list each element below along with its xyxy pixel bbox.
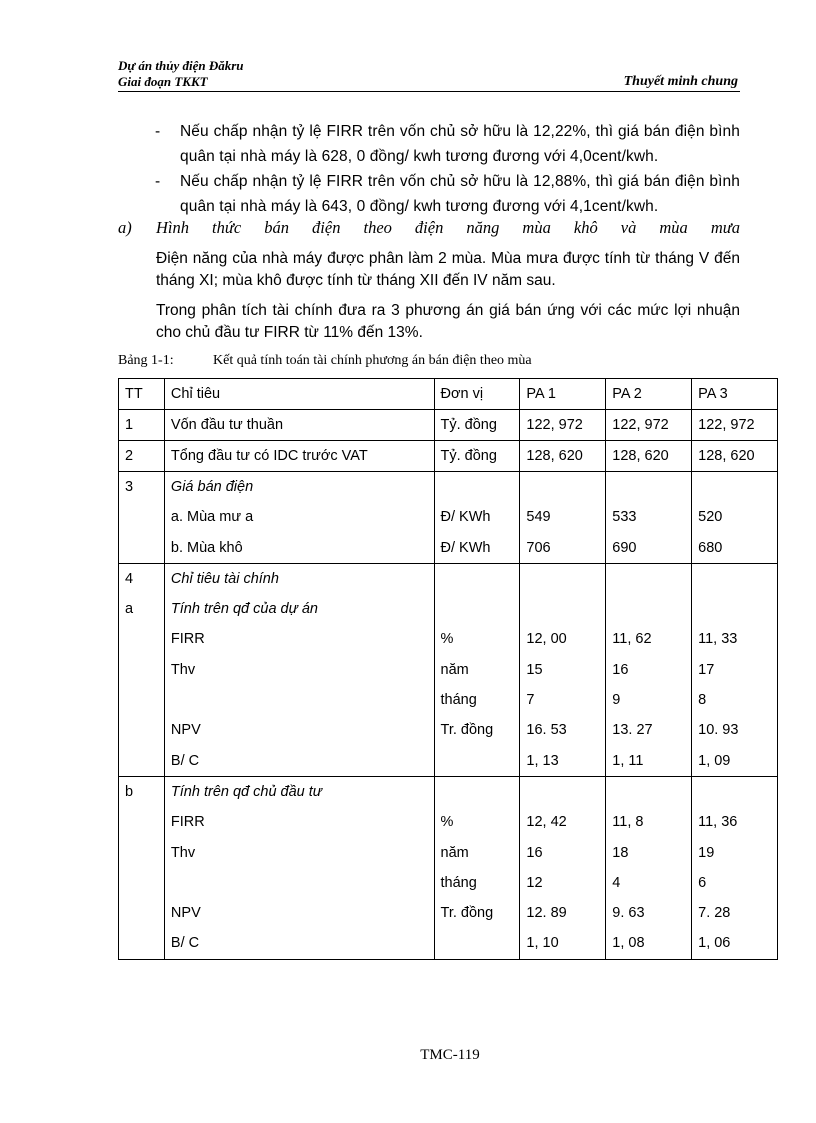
value: 11, 36 — [698, 814, 738, 831]
unit: năm — [440, 844, 469, 861]
table-cell: Tổng đầu tư có IDC trước VAT — [164, 441, 434, 472]
item-label: Thv — [170, 661, 196, 678]
value: 19 — [698, 844, 715, 861]
table-row-price — [119, 472, 778, 564]
value: 18 — [612, 844, 629, 861]
table-cell — [692, 563, 778, 776]
table-cell: Tỷ. đồng — [434, 410, 520, 441]
table-caption-text: Kết quả tính toán tài chính phương án bán điện theo mùa — [213, 353, 532, 368]
table-row — [119, 410, 778, 441]
value: 16. 53 — [526, 722, 567, 739]
unit: tháng — [440, 692, 477, 709]
group-title: Chỉ tiêu tài chính — [170, 570, 279, 587]
table-cell — [434, 563, 520, 776]
table-cell: 128, 620 — [520, 441, 606, 472]
table-cell — [119, 472, 165, 564]
unit: năm — [440, 661, 469, 678]
section-number: a) — [118, 218, 132, 237]
table-cell: 122, 972 — [606, 410, 692, 441]
header-cell: PA 2 — [606, 379, 692, 410]
table-cell — [119, 776, 165, 959]
table-cell: Tỷ. đồng — [434, 441, 520, 472]
value: 15 — [526, 661, 543, 678]
unit: % — [440, 814, 454, 831]
value: 1, 06 — [698, 935, 731, 952]
subgroup-title: Tính trên qđ chủ đầu tư — [170, 783, 322, 800]
bullet-list — [155, 119, 740, 219]
value: 11, 8 — [612, 814, 644, 831]
project-name: Dự án thủy điện Đăkru — [118, 58, 244, 73]
row-number: 3 — [125, 479, 134, 495]
table-cell — [606, 563, 692, 776]
table-cell — [520, 472, 606, 564]
row-number: 4 — [125, 570, 134, 587]
section-heading — [118, 216, 740, 240]
value: 12, 00 — [526, 631, 567, 648]
unit: % — [440, 631, 454, 648]
table-cell: Vốn đầu tư thuần — [164, 410, 434, 441]
item-label: NPV — [170, 905, 201, 922]
value: 7. 28 — [698, 905, 731, 922]
bullet-item — [155, 119, 740, 169]
item-label: NPV — [170, 722, 201, 739]
table-cell — [434, 776, 520, 959]
header-cell: PA 3 — [692, 379, 778, 410]
table-cell — [434, 472, 520, 564]
table-cell — [164, 472, 434, 564]
unit: tháng — [440, 874, 477, 891]
value: 9. 63 — [612, 905, 645, 922]
header-cell: TT — [119, 379, 165, 410]
bullet-text: Nếu chấp nhận tỷ lệ FIRR trên vốn chủ sở hữu là 12,88%, thì giá bán điện bình quân tại nhà máy là 643, 0 đồng/ kwh tương đương với 4,1cent/kwh. — [180, 173, 740, 215]
table-cell: 2 — [119, 441, 165, 472]
header-divider — [118, 91, 740, 92]
table-cell: 128, 620 — [692, 441, 778, 472]
value: 520 — [698, 509, 723, 526]
table-cell — [692, 776, 778, 959]
value: 16 — [612, 661, 629, 678]
value: 9 — [612, 692, 621, 709]
value: 1, 11 — [612, 752, 644, 769]
table-row-financial-project — [119, 563, 778, 776]
value: 1, 08 — [612, 935, 645, 952]
table-caption — [118, 353, 532, 369]
table-cell — [692, 472, 778, 564]
header-cell: PA 1 — [520, 379, 606, 410]
table-row-financial-investor — [119, 776, 778, 959]
value: 549 — [526, 509, 551, 526]
bullet-dash: - — [155, 123, 161, 140]
page-header — [118, 58, 738, 90]
item-label: FIRR — [170, 814, 205, 831]
table-cell: 128, 620 — [606, 441, 692, 472]
value: 533 — [612, 509, 637, 526]
unit: Đ/ KWh — [440, 539, 491, 556]
item-label: a. Mùa mư a — [170, 509, 254, 526]
table-cell — [520, 563, 606, 776]
value: 4 — [612, 874, 621, 891]
value: 13. 27 — [612, 722, 653, 739]
section-title: Hình thức bán điện theo điện năng mùa khô và mùa mưa — [156, 218, 740, 237]
table-cell — [164, 776, 434, 959]
value: 7 — [526, 692, 535, 709]
item-label: b. Mùa khô — [170, 539, 243, 556]
bullet-item — [155, 169, 740, 219]
item-label: B/ C — [170, 935, 200, 952]
subgroup-title: Tính trên qđ của dự án — [170, 601, 318, 618]
row-number: b — [125, 783, 134, 800]
value: 1, 13 — [526, 752, 559, 769]
unit: Tr. đồng — [440, 722, 494, 739]
value: 12, 42 — [526, 814, 567, 831]
item-label: FIRR — [170, 631, 205, 648]
value: 1, 09 — [698, 752, 731, 769]
value: 690 — [612, 539, 637, 556]
group-title: Giá bán điện — [170, 479, 254, 495]
page-number: TMC-119 — [420, 1047, 480, 1063]
value: 17 — [698, 661, 715, 678]
bullet-text: Nếu chấp nhận tỷ lệ FIRR trên vốn chủ sở hữu là 12,22%, thì giá bán điện bình quân tại nhà máy là 628, 0 đồng/ kwh tương đương với 4,0cent/kwh. — [180, 123, 740, 165]
value: 11, 33 — [698, 631, 738, 648]
table-cell: 122, 972 — [520, 410, 606, 441]
row-number: a — [125, 601, 134, 618]
financial-results-table — [118, 378, 778, 960]
phase-name: Giai đoạn TKKT — [118, 74, 208, 89]
value: 8 — [698, 692, 707, 709]
document-title: Thuyết minh chung — [623, 74, 738, 89]
value: 680 — [698, 539, 723, 556]
table-label: Bảng 1-1: — [118, 353, 174, 368]
table-cell: 122, 972 — [692, 410, 778, 441]
table-cell — [520, 776, 606, 959]
table-header-row — [119, 379, 778, 410]
unit: Tr. đồng — [440, 905, 494, 922]
value: 12 — [526, 874, 543, 891]
table-cell — [164, 563, 434, 776]
table-cell — [606, 472, 692, 564]
value: 706 — [526, 539, 551, 556]
header-cell: Đơn vị — [434, 379, 520, 410]
item-label: Thv — [170, 844, 196, 861]
unit: Đ/ KWh — [440, 509, 491, 526]
value: 6 — [698, 874, 707, 891]
table-cell — [606, 776, 692, 959]
table-row — [119, 441, 778, 472]
paragraph-options: Trong phân tích tài chính đưa ra 3 phương án giá bán ứng với các mức lợi nhuận cho chủ đầu tư FIRR từ 11% đến 13%. — [156, 302, 740, 341]
value: 12. 89 — [526, 905, 567, 922]
value: 1, 10 — [526, 935, 559, 952]
item-label: B/ C — [170, 752, 200, 769]
table-cell: 1 — [119, 410, 165, 441]
table-cell — [119, 563, 165, 776]
paragraph-seasons: Điện năng của nhà máy được phân làm 2 mùa. Mùa mưa được tính từ tháng V đến tháng XI; mùa khô được tính từ tháng XII đến IV năm sau. — [156, 250, 740, 289]
header-cell: Chỉ tiêu — [164, 379, 434, 410]
value: 16 — [526, 844, 543, 861]
value: 11, 62 — [612, 631, 652, 648]
value: 10. 93 — [698, 722, 739, 739]
bullet-dash: - — [155, 173, 161, 190]
